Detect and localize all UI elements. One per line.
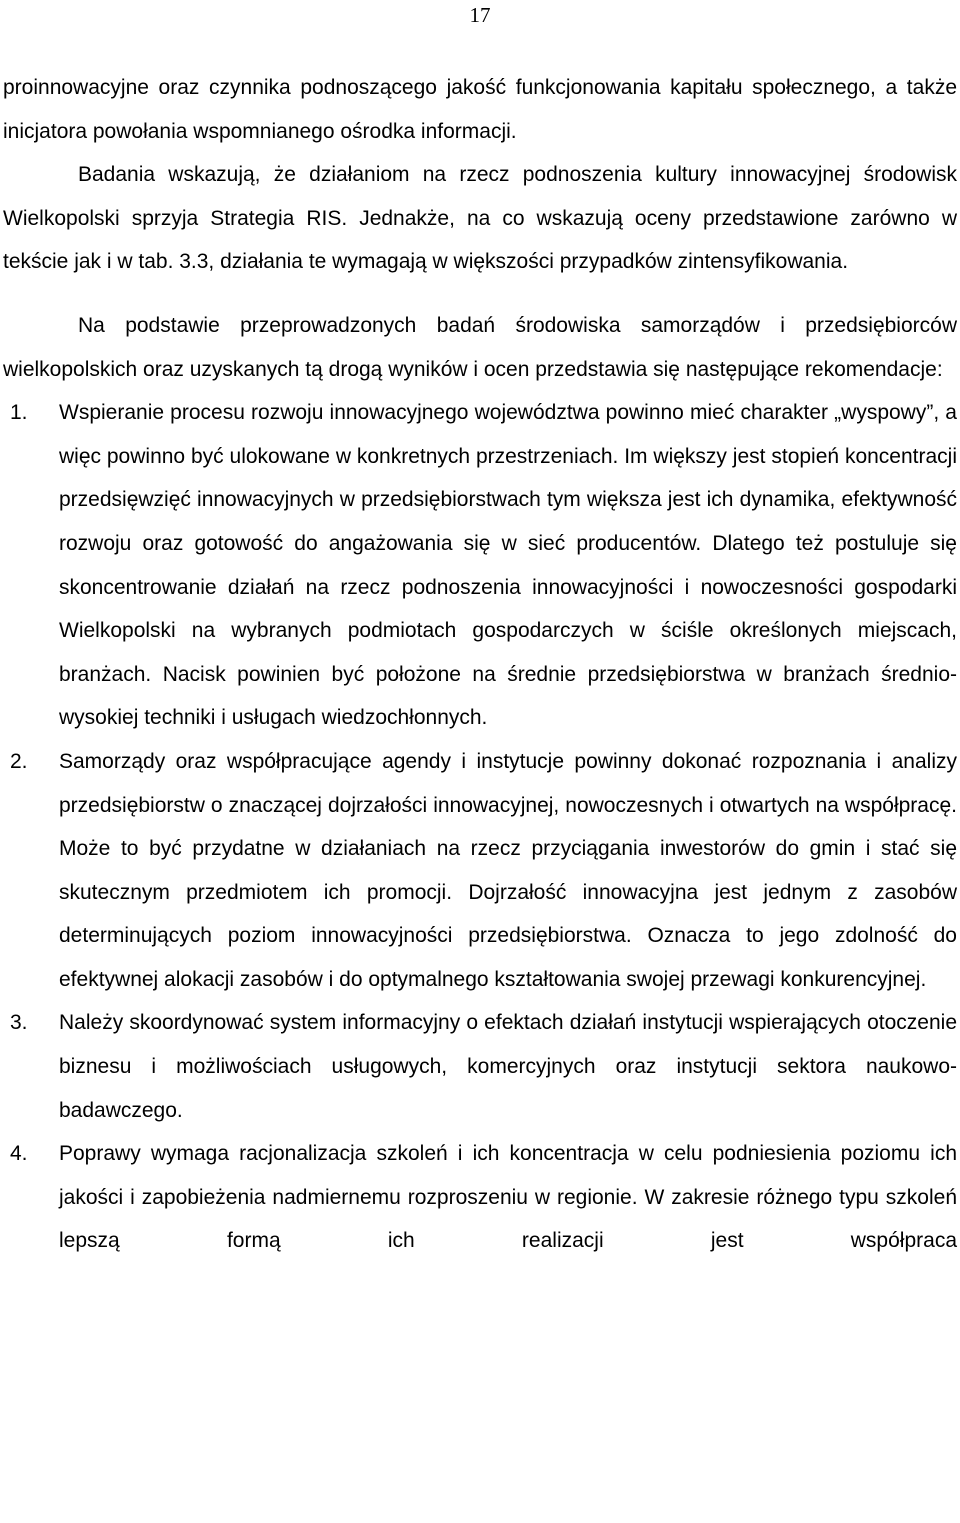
recommendations-list [3, 391, 957, 1263]
list-item-text: Wspieranie procesu rozwoju innowacyjnego województwa powinno mieć charakter „wyspowy”, a więc powinno być ulokowane w konkretnych przestrzeniach. Im większy jest stopień koncentracji przedsięwzięć innowacyjnych w przedsiębiorstwach tym większa jest ich dynamika, efektywność rozwoju oraz gotowość do angażowania się w sieć producentów. Dlatego też postuluje się skoncentrowanie działań na rzecz podnoszenia innowacyjności i nowoczesności gospodarki Wielkopolski na wybranych podmiotach gospodarczych w ściśle określonych miejscach, branżach. Nacisk powinien być położone na średnie przedsiębiorstwa w branżach średnio-wysokiej techniki i usługach wiedzochłonnych. [59, 401, 957, 730]
list-item-text: Należy skoordynować system informacyjny o efektach działań instytucji wspierających otoczenie biznesu i możliwościach usługowych, komercyjnych oraz instytucji sektora naukowo-badawczego. [59, 1011, 957, 1122]
paragraph-recommendations-intro: Na podstawie przeprowadzonych badań środowiska samorządów i przedsiębiorców wielkopolskich oraz uzyskanych tą drogą wyników i ocen przedstawia się następujące rekomendacje: [3, 313, 957, 381]
list-item-text: Samorządy oraz współpracujące agendy i instytucje powinny dokonać rozpoznania i analizy przedsiębiorstw o znaczącej dojrzałości innowacyjnej, nowoczesnych i otwartych na współpracę. Może to być przydatne w działaniach na rzecz przyciągania inwestorów do gmin i stać się skutecznym przedmiotem ich promocji. Dojrzałość innowacyjna jest jednym z zasobów determinujących poziom innowacyjności przedsiębiorstwa. Oznacza to jego zdolność do efektywnej alokacji zasobów i do optymalnego kształtowania swojej przewagi konkurencyjnej. [59, 749, 957, 991]
recommendation-item-2 [3, 740, 957, 1002]
recommendation-item-3 [3, 1001, 957, 1132]
paragraph-continuation: proinnowacyjne oraz czynnika podnoszącego jakość funkcjonowania kapitału społecznego, a także inicjatora powołania wspomnianego ośrodka informacji. [3, 76, 957, 143]
list-item-number: 3. [10, 1011, 28, 1035]
list-item-number: 2. [10, 749, 28, 773]
list-item-number: 4. [10, 1142, 28, 1166]
list-item-number: 1. [10, 401, 28, 425]
recommendation-item-4 [3, 1132, 957, 1263]
paragraph-ris-strategy: Badania wskazują, że działaniom na rzecz podnoszenia kultury innowacyjnej środowisk Wielkopolski sprzyja Strategia RIS. Jednakże, na co wskazują oceny przedstawione zarówno w tekście jak i w tab. 3.3, działania te wymagają w większości przypadków zintensyfikowania. [3, 163, 957, 274]
page-number: 17 [469, 3, 491, 27]
recommendation-item-1 [3, 391, 957, 740]
list-item-text: Poprawy wymaga racjonalizacja szkoleń i ich koncentracja w celu podniesienia poziomu ich jakości i zapobieżenia nadmiernemu rozproszeniu w regionie. W zakresie różnego typu szkoleń lepszą formą ich realizacji jest współpraca [59, 1142, 957, 1253]
document-body [3, 66, 957, 1263]
